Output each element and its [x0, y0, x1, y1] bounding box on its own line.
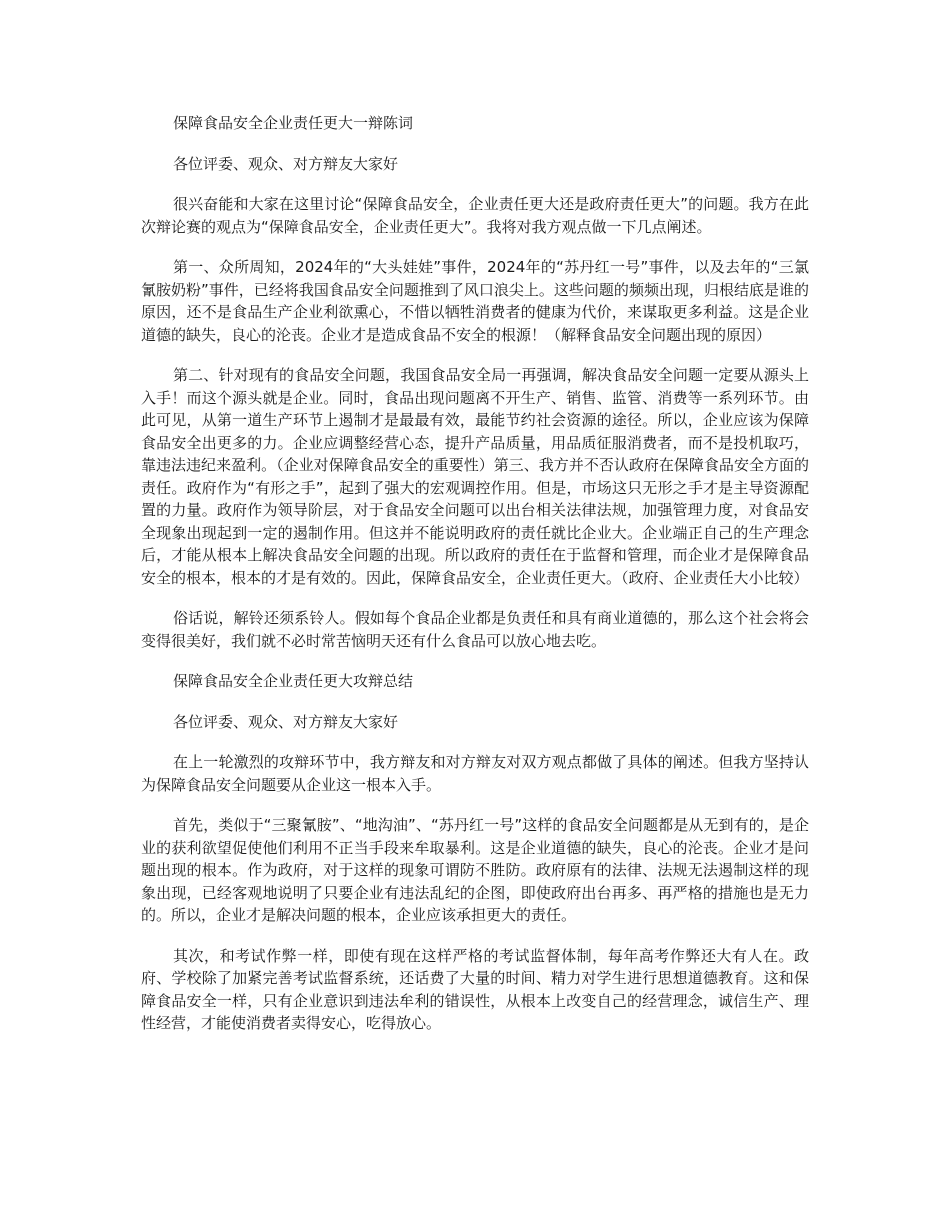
section2-greeting: 各位评委、观众、对方辩友大家好 [173, 712, 399, 731]
document-page [141, 112, 809, 1053]
section1-greeting: 各位评委、观众、对方辩友大家好 [173, 154, 399, 173]
section1-paragraph: 第二、针对现有的食品安全问题，我国食品安全局一再强调，解决食品安全问题一定要从源头上入手！而这个源头就是企业。同时，食品出现问题离不开生产、销售、监管、消费等一系列环节。由此可见，从第一道生产环节上遏制才是最最有效，最能节约社会资源的途径。所以，企业应该为保障食品安全出更多的力。企业应调整经营心态，提升产品质量，用品质征服消费者，而不是投机取巧，靠违法违纪来盈利。（企业对保障食品安全的重要性）第三、我方并不否认政府在保障食品安全方面的责任。政府作为“有形之手”，起到了强大的宏观调控作用。但是，市场这只无形之手才是主导资源配置的力量。政府作为领导阶层，对于食品安全问题可以出台相关法律法规，加强管理力度，对食品安全现象出现起到一定的遏制作用。但这并不能说明政府的责任就比企业大。企业端正自己的生产理念后，才能从根本上解决食品安全问题的出现。所以政府的责任在于监督和管理，而企业才是保障食品安全的根本，根本的才是有效的。因此，保障食品安全，企业责任更大。（政府、企业责任大小比较） [141, 366, 809, 587]
section1-paragraph: 第一、众所周知，2024年的“大头娃娃”事件，2024年的“苏丹红一号”事件，以及去年的“三氯氰胺奶粉”事件，已经将我国食品安全问题推到了风口浪尖上。这些问题的频频出现，归根结底是谁的原因，还不是食品生产企业利欲熏心，不惜以牺牲消费者的健康为代价，来谋取更多利益。这是企业道德的缺失，良心的沦丧。企业才是造成食品不安全的根源！（解释食品安全问题出现的原因） [141, 258, 809, 344]
section1-paragraph: 俗话说，解铃还须系铃人。假如每个食品企业都是负责任和具有商业道德的，那么这个社会将会变得很美好，我们就不必时常苦恼明天还有什么食品可以放心地去吃。 [141, 609, 809, 650]
section2-paragraph: 在上一轮激烈的攻辩环节中，我方辩友和对方辩友对双方观点都做了具体的阐述。但我方坚持认为保障食品安全问题要从企业这一根本入手。 [141, 753, 809, 794]
section2-paragraph: 其次，和考试作弊一样，即使有现在这样严格的考试监督体制，每年高考作弊还大有人在。政府、学校除了加紧完善考试监督系统，还话费了大量的时间、精力对学生进行思想道德教育。这和保障食品安全一样，只有企业意识到违法牟利的错误性，从根本上改变自己的经营理念，诚信生产、理性经营，才能使消费者卖得安心，吃得放心。 [141, 946, 809, 1032]
section2-paragraph: 首先，类似于“三聚氰胺”、“地沟油”、“苏丹红一号”这样的食品安全问题都是从无到有的，是企业的获利欲望促使他们利用不正当手段来牟取暴利。这是企业道德的缺失，良心的沦丧。企业才是问题出现的根本。作为政府，对于这样的现象可谓防不胜防。政府原有的法律、法规无法遏制这样的现象出现，已经客观地说明了只要企业有违法乱纪的企图，即使政府出台再多、再严格的措施也是无力的。所以，企业才是解决问题的根本，企业应该承担更大的责任。 [141, 816, 809, 924]
section1-paragraph: 很兴奋能和大家在这里讨论“保障食品安全，企业责任更大还是政府责任更大”的问题。我方在此次辩论赛的观点为“保障食品安全，企业责任更大”。我将对我方观点做一下几点阐述。 [141, 195, 809, 236]
section1-title: 保障食品安全企业责任更大一辩陈词 [173, 114, 414, 132]
section2-title: 保障食品安全企业责任更大攻辩总结 [173, 672, 414, 690]
